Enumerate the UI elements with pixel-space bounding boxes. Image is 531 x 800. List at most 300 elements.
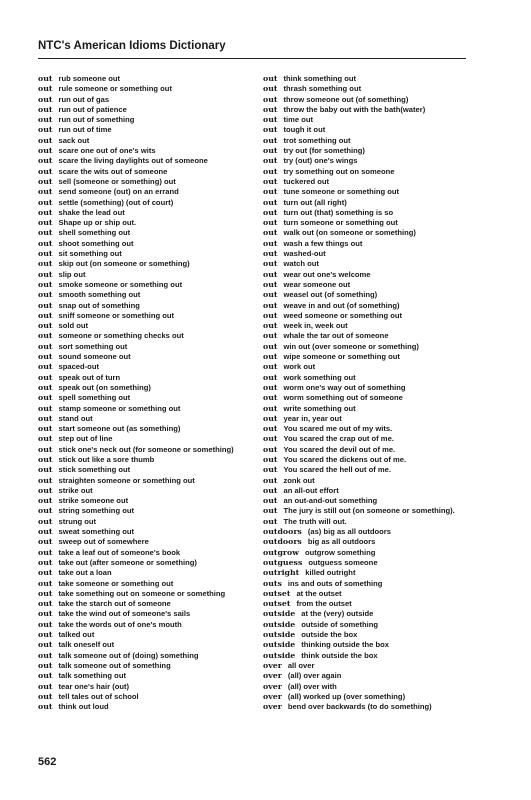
entry-phrase: speak out of turn [58,372,121,382]
index-entry [263,198,488,208]
entry-phrase: You scared the dickens out of me. [283,454,407,464]
index-entry [38,218,258,228]
index-entry [38,270,258,280]
entry-keyword: out [38,259,53,269]
right-column [263,74,488,712]
entry-keyword: out [38,207,53,217]
entry-keyword: out [263,279,278,289]
entry-keyword: out [263,382,278,392]
index-entry [38,651,258,661]
index-entry [38,465,258,475]
entry-keyword: out [38,269,53,279]
entry-keyword: out [38,557,53,567]
entry-phrase: talk someone out of something [58,660,171,670]
index-entry [38,311,258,321]
entry-phrase: think out loud [58,702,109,712]
entry-phrase: sound someone out [58,352,131,362]
entry-phrase: shell something out [58,228,131,238]
index-entry [263,249,488,259]
entry-keyword: out [38,176,53,186]
entry-phrase: from the outset [296,599,352,609]
entry-phrase: work something out [283,372,356,382]
index-entry [38,362,258,372]
index-entry [263,496,488,506]
entry-phrase: sweep out of somewhere [58,537,149,547]
entry-phrase: You scared the devil out of me. [283,444,396,454]
entry-keyword: out [38,84,53,94]
index-entry [38,198,258,208]
index-entry [263,661,488,671]
entry-phrase: wash a few things out [283,238,363,248]
index-entry [38,548,258,558]
entry-phrase: wipe someone or something out [283,352,400,362]
entry-keyword: out [38,660,53,670]
index-entry [263,177,488,187]
index-entry [263,331,488,341]
index-entry [263,414,488,424]
index-entry [263,506,488,516]
entry-phrase: The truth will out. [283,516,347,526]
entry-keyword: out [38,547,53,557]
index-entry [263,424,488,434]
entry-keyword: out [38,135,53,145]
entry-keyword: outdoors [263,527,302,537]
entry-phrase: think something out [283,74,357,83]
entry-phrase: try something out on someone [283,166,395,176]
entry-phrase: worm one's way out of something [283,382,406,392]
index-entry [263,548,488,558]
entry-phrase: weave in and out (of something) [283,300,400,310]
entry-keyword: out [263,475,278,485]
entry-phrase: try out (for something) [283,146,365,156]
entry-phrase: strike out [58,485,93,495]
entry-keyword: outs [263,578,282,588]
entry-phrase: tear one's hair (out) [58,681,130,691]
entry-phrase: run out of gas [58,94,110,104]
entry-keyword: out [263,146,278,156]
index-entry [263,537,488,547]
index-entry [38,599,258,609]
entry-keyword: over [263,691,282,701]
index-entry [38,609,258,619]
entry-phrase: send someone (out) on an errand [58,187,179,197]
entry-keyword: out [38,465,53,475]
entry-keyword: out [38,104,53,114]
index-entry [263,167,488,177]
index-entry [38,537,258,547]
entry-phrase: slip out [58,269,86,279]
entry-phrase: (all) over with [287,681,337,691]
index-entry [38,105,258,115]
entry-keyword: out [38,671,53,681]
entry-phrase: string something out [58,506,134,516]
index-entry [263,599,488,609]
entry-keyword: out [38,238,53,248]
index-entry [38,424,258,434]
index-entry [38,527,258,537]
entry-keyword: out [38,94,53,104]
index-entry [38,259,258,269]
index-entry [38,404,258,414]
entry-phrase: watch out [283,259,319,269]
entry-keyword: out [263,166,278,176]
index-entry [263,301,488,311]
index-entry [38,373,258,383]
entry-keyword: out [38,599,53,609]
entry-keyword: out [38,228,53,238]
entry-phrase: trot something out [283,135,351,145]
entry-phrase: take the starch out of someone [58,599,171,609]
header-rule [38,58,466,59]
entry-phrase: year in, year out [283,413,342,423]
entry-phrase: someone or something checks out [58,331,184,341]
entry-phrase: (all) over again [287,671,342,681]
entry-phrase: work out [283,362,316,372]
index-entry [263,352,488,362]
entry-keyword: out [38,506,53,516]
entry-phrase: stick out like a sore thumb [58,454,155,464]
index-entry [38,455,258,465]
entry-phrase: take something out on someone or something [58,588,226,598]
entry-phrase: You scared the crap out of me. [283,434,394,444]
entry-phrase: sniff someone or something out [58,310,175,320]
entry-keyword: out [38,496,53,506]
entry-keyword: outguess [263,557,303,567]
entry-phrase: stick something out [58,465,131,475]
entry-phrase: scare the wits out of someone [58,166,168,176]
index-entry [38,321,258,331]
entry-keyword: out [263,228,278,238]
entry-phrase: throw someone out (of something) [283,94,409,104]
entry-keyword: out [263,393,278,403]
entry-keyword: out [38,382,53,392]
index-entry [263,115,488,125]
entry-keyword: out [38,434,53,444]
entry-keyword: out [38,485,53,495]
index-entry [263,342,488,352]
entry-keyword: out [38,341,53,351]
entry-phrase: stick one's neck out (for someone or something) [58,444,234,454]
index-entry [38,476,258,486]
entry-keyword: out [38,249,53,259]
entry-keyword: out [263,74,278,83]
entry-keyword: outside [263,619,296,629]
entry-phrase: throw the baby out with the bath(water) [283,104,426,114]
entry-keyword: out [263,506,278,516]
entry-phrase: take the wind out of someone's sails [58,609,191,619]
index-entry [263,476,488,486]
entry-keyword: out [263,454,278,464]
entry-phrase: step out of line [58,434,113,444]
entry-keyword: out [263,300,278,310]
entry-phrase: weed someone or something out [283,310,403,320]
entry-keyword: out [263,104,278,114]
index-entry [263,239,488,249]
entry-phrase: stand out [58,413,93,423]
entry-keyword: out [38,516,53,526]
entry-keyword: out [38,352,53,362]
entry-phrase: all over [287,660,315,670]
index-entry [38,682,258,692]
entry-phrase: turn someone or something out [283,218,398,228]
index-entry [263,620,488,630]
entry-phrase: wear out one's welcome [283,269,371,279]
entry-phrase: run out of time [58,125,112,135]
entry-phrase: spaced-out [58,362,99,372]
entry-keyword: out [263,290,278,300]
entry-phrase: turn out (all right) [283,197,347,207]
index-entry [38,352,258,362]
entry-keyword: out [38,630,53,640]
entry-phrase: smoke someone or something out [58,279,183,289]
index-entry [38,640,258,650]
index-entry [38,692,258,702]
entry-phrase: You scared the hell out of me. [283,465,391,475]
entry-phrase: weasel out (of something) [283,290,378,300]
entry-phrase: snap out of something [58,300,140,310]
index-entry [263,682,488,692]
index-entry [263,74,488,84]
index-entry [38,558,258,568]
entry-keyword: out [263,207,278,217]
entry-phrase: wear someone out [283,279,351,289]
index-entry [38,589,258,599]
index-entry [263,362,488,372]
entry-phrase: week in, week out [283,321,348,331]
entry-phrase: stamp someone or something out [58,403,181,413]
entry-phrase: thinking outside the box [301,640,389,650]
entry-phrase: talk someone out of (doing) something [58,650,199,660]
entry-phrase: big as all outdoors [307,537,376,547]
entry-keyword: out [263,249,278,259]
index-entry [38,301,258,311]
index-entry [263,558,488,568]
entry-keyword: out [263,434,278,444]
entry-phrase: take out a loan [58,568,112,578]
index-entry [263,383,488,393]
index-entry [38,177,258,187]
entry-phrase: tune someone or something out [283,187,400,197]
entry-phrase: spell something out [58,393,131,403]
entry-keyword: outset [263,599,291,609]
entry-keyword: out [38,568,53,578]
index-entry [263,125,488,135]
entry-phrase: write something out [283,403,356,413]
entry-phrase: bend over backwards (to do something) [287,702,432,712]
index-entry [38,342,258,352]
index-entry [38,393,258,403]
entry-phrase: outguess someone [308,557,378,567]
entry-keyword: out [263,94,278,104]
entry-keyword: out [38,74,53,83]
entry-phrase: washed-out [283,249,326,259]
entry-keyword: out [38,187,53,197]
entry-phrase: tuckered out [283,176,330,186]
entry-keyword: outside [263,650,296,660]
index-entry [38,331,258,341]
entry-phrase: win out (over someone or something) [283,341,419,351]
entry-phrase: take out (after someone or something) [58,557,197,567]
entry-phrase: an all-out effort [283,485,339,495]
index-entry [263,280,488,290]
entry-phrase: Shape up or ship out. [58,218,137,228]
index-entry [263,692,488,702]
entry-phrase: strike someone out [58,496,129,506]
entry-keyword: out [263,485,278,495]
entry-keyword: over [263,671,282,681]
index-entry [38,187,258,197]
index-entry [38,74,258,84]
index-entry [263,486,488,496]
entry-phrase: sit something out [58,249,122,259]
index-entry [263,630,488,640]
entry-keyword: out [263,352,278,362]
entry-keyword: over [263,681,282,691]
entry-keyword: outright [263,568,300,578]
index-entry [263,434,488,444]
page-number: 562 [38,756,57,768]
entry-phrase: thrash something out [283,84,362,94]
entry-keyword: out [38,537,53,547]
entry-phrase: talk something out [58,671,126,681]
entry-phrase: take a leaf out of someone's book [58,547,181,557]
entry-keyword: out [263,259,278,269]
entry-keyword: over [263,702,282,712]
entry-phrase: scare one out of one's wits [58,146,156,156]
entry-keyword: out [263,403,278,413]
index-entry [263,156,488,166]
entry-phrase: turn out (that) something is so [283,207,394,217]
index-entry [38,280,258,290]
index-entry [38,156,258,166]
entry-phrase: You scared me out of my wits. [283,424,393,434]
entry-phrase: talked out [58,630,95,640]
entry-keyword: outgrow [263,547,299,557]
entry-phrase: sort something out [58,341,128,351]
entry-phrase: an out-and-out something [283,496,378,506]
entry-keyword: out [263,197,278,207]
entry-keyword: out [263,424,278,434]
index-entry [263,290,488,300]
index-entry [263,373,488,383]
entry-phrase: try (out) one's wings [283,156,358,166]
entry-phrase: strung out [58,516,97,526]
index-entry [38,671,258,681]
index-entry [263,568,488,578]
entry-phrase: The jury is still out (on someone or something). [283,506,455,516]
index-entry [263,218,488,228]
index-entry [38,84,258,94]
entry-phrase: worm something out of someone [283,393,403,403]
entry-keyword: out [38,321,53,331]
index-entry [263,640,488,650]
entry-phrase: rub someone out [58,74,121,83]
entry-keyword: out [263,84,278,94]
entry-phrase: skip out (on someone or something) [58,259,190,269]
entry-keyword: out [38,218,53,228]
entry-phrase: take the words out of one's mouth [58,619,182,629]
index-entry [263,579,488,589]
index-entry [38,506,258,516]
entry-keyword: out [38,702,53,712]
index-entry [38,125,258,135]
entry-keyword: out [263,269,278,279]
entry-phrase: sell (someone or something) out [58,176,176,186]
index-entry [263,455,488,465]
entry-keyword: out [263,465,278,475]
entry-keyword: outdoors [263,537,302,547]
index-entry [263,187,488,197]
entry-phrase: tell tales out of school [58,691,139,701]
entry-keyword: out [38,650,53,660]
entry-keyword: out [38,609,53,619]
entry-phrase: (all) worked up (over something) [287,691,406,701]
entry-phrase: whale the tar out of someone [283,331,389,341]
index-entry [38,568,258,578]
index-entry [263,589,488,599]
entry-phrase: zonk out [283,475,315,485]
index-entry [38,208,258,218]
index-entry [263,146,488,156]
index-entry [38,290,258,300]
entry-keyword: out [263,444,278,454]
entry-keyword: out [38,578,53,588]
entry-phrase: take someone or something out [58,578,174,588]
index-entry [263,228,488,238]
entry-keyword: out [38,290,53,300]
entry-keyword: out [38,331,53,341]
entry-keyword: out [38,279,53,289]
entry-keyword: out [263,125,278,135]
entry-phrase: time out [283,115,314,125]
entry-keyword: out [38,393,53,403]
entry-keyword: out [263,187,278,197]
entry-keyword: out [263,310,278,320]
entry-keyword: out [38,619,53,629]
entry-phrase: tough it out [283,125,326,135]
index-entry [38,115,258,125]
entry-keyword: out [38,197,53,207]
index-entry [38,486,258,496]
entry-keyword: outside [263,630,296,640]
entry-phrase: outside of something [301,619,379,629]
index-entry [263,445,488,455]
index-entry [263,95,488,105]
entry-phrase: think outside the box [301,650,378,660]
index-entry [263,208,488,218]
index-entry [38,579,258,589]
entry-phrase: sweat something out [58,527,135,537]
entry-keyword: out [38,681,53,691]
entry-keyword: out [38,444,53,454]
entry-keyword: out [38,424,53,434]
entry-phrase: shake the lead out [58,207,125,217]
entry-keyword: out [38,475,53,485]
entry-phrase: rule someone or something out [58,84,172,94]
index-entry [38,167,258,177]
index-entry [263,671,488,681]
index-entry [38,517,258,527]
entry-keyword: out [263,238,278,248]
entry-keyword: out [38,300,53,310]
left-column [38,74,258,712]
index-entry [263,311,488,321]
entry-phrase: ins and outs of something [287,578,383,588]
entry-keyword: out [263,372,278,382]
entry-keyword: out [38,588,53,598]
index-entry [38,414,258,424]
entry-keyword: out [38,454,53,464]
